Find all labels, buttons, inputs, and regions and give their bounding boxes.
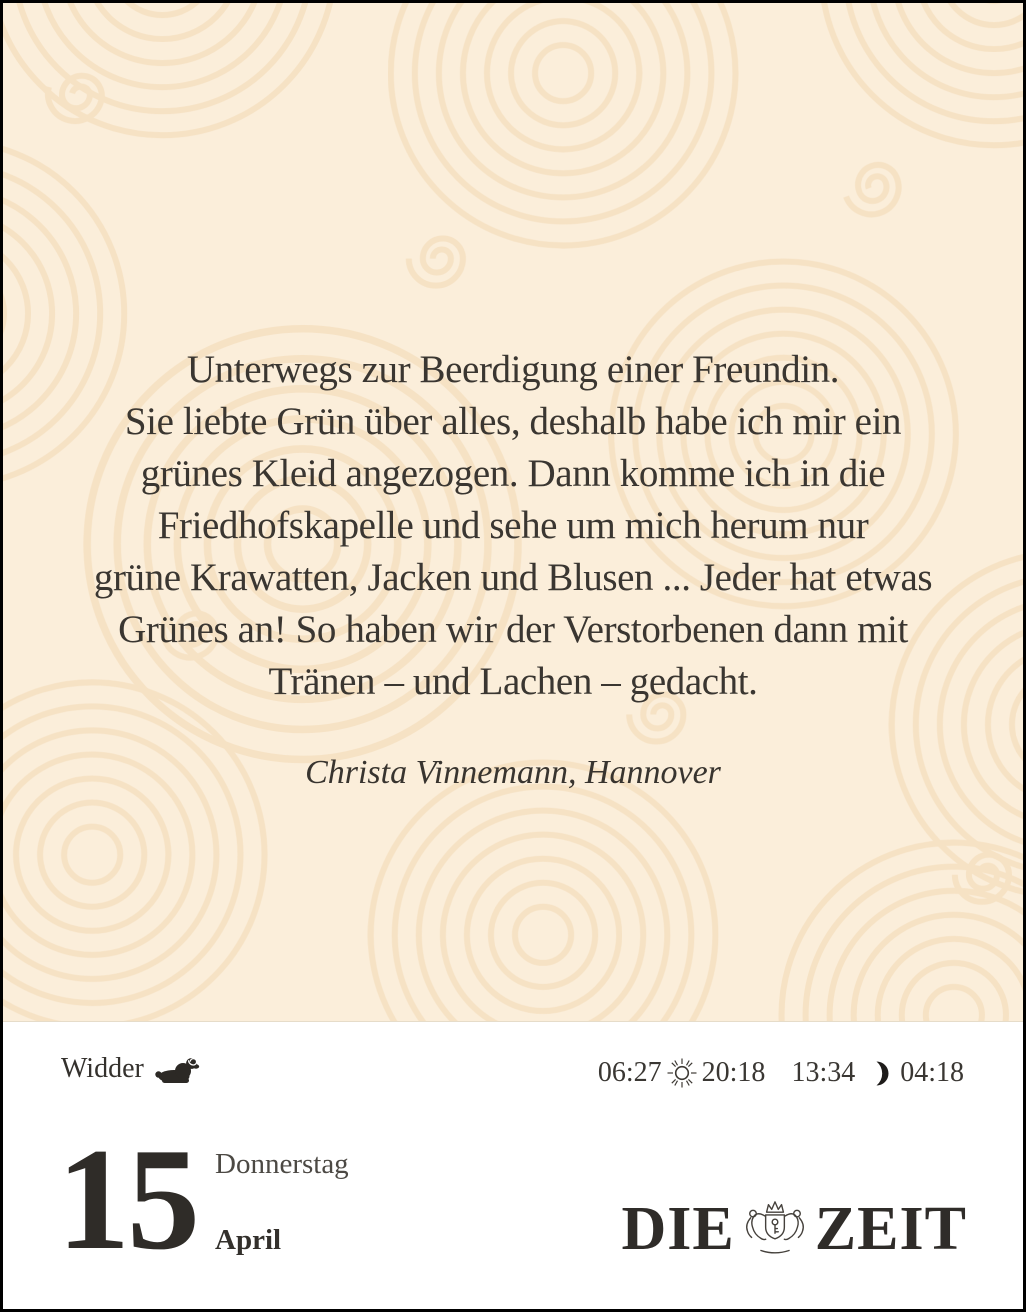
quote-line: Tränen – und Lachen – gedacht. — [268, 660, 758, 703]
month-label: April — [215, 1224, 282, 1256]
weekday-label: Donnerstag — [215, 1148, 349, 1180]
date-panel — [3, 1022, 1023, 1309]
moonrise-time: 13:34 — [791, 1057, 856, 1088]
quote-line: Unterwegs zur Beerdigung einer Freundin. — [186, 348, 840, 391]
quote-line: grüne Krawatten, Jacken und Blusen ... Jeder hat etwas — [93, 556, 933, 599]
sunset-time: 20:18 — [701, 1057, 766, 1088]
quote-attribution: Christa Vinnemann, Hannover — [305, 754, 721, 791]
quote-line: Grünes an! So haben wir der Verstorbenen dann mit — [118, 608, 908, 651]
calendar-page — [3, 3, 1023, 1309]
sun-moon-times — [598, 1057, 964, 1089]
die-zeit-logo — [621, 1195, 967, 1263]
sunrise-time: 06:27 — [597, 1057, 662, 1088]
day-number: 15 — [57, 1118, 197, 1280]
zodiac-label: Widder — [61, 1053, 144, 1084]
moon-icon — [864, 1060, 891, 1087]
quote-line: Sie liebte Grün über alles, deshalb habe ich mir ein — [124, 400, 902, 443]
zodiac-row — [61, 1053, 200, 1085]
brand-word-die: DIE — [621, 1195, 735, 1263]
brand-word-zeit: ZEIT — [814, 1195, 967, 1263]
sun-icon — [666, 1057, 698, 1089]
quote-line: Friedhofskapelle und sehe um mich herum nur — [157, 504, 869, 547]
bremen-coat-of-arms-icon — [736, 1200, 814, 1258]
quote-panel — [3, 3, 1023, 1022]
moonset-time: 04:18 — [900, 1057, 964, 1088]
aries-ram-icon — [154, 1053, 200, 1085]
quote-line: grünes Kleid angezogen. Dann komme ich in die — [140, 452, 886, 495]
reader-quote — [3, 344, 1023, 792]
